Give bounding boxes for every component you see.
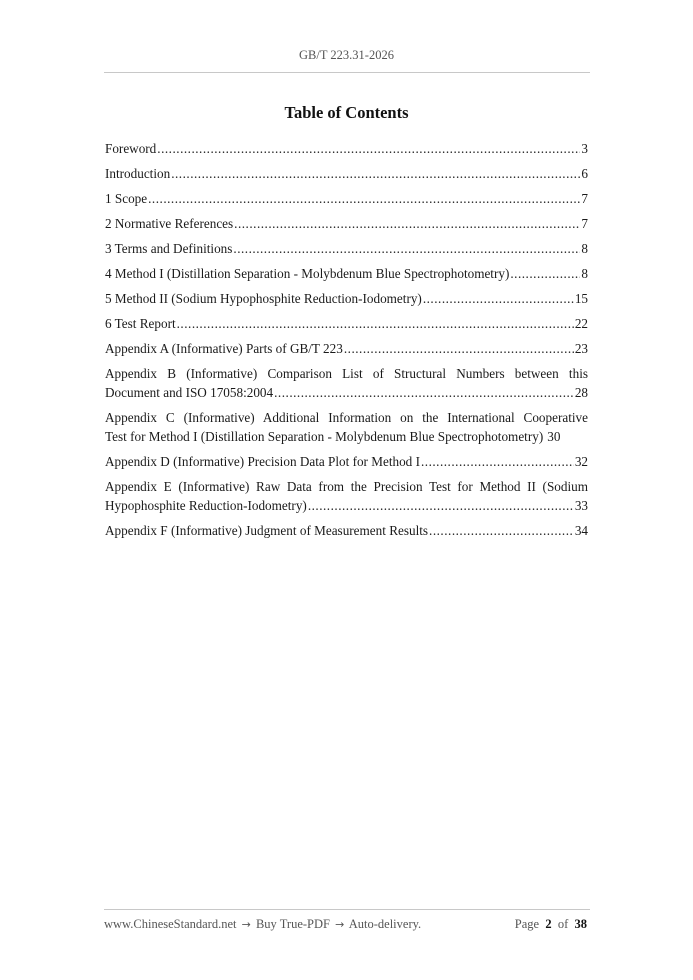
- header-rule: [104, 72, 590, 73]
- toc-entry-label: Appendix F (Informative) Judgment of Measurement Results: [105, 523, 429, 538]
- toc-entry-label: 6 Test Report: [105, 316, 176, 331]
- toc-entry-label: Appendix A (Informative) Parts of GB/T 223: [105, 341, 343, 356]
- toc-entry-page: 32: [574, 454, 588, 469]
- toc-entry-method-1[interactable]: [105, 264, 588, 283]
- dot-leader: [510, 264, 580, 283]
- toc-entry-label: 2 Normative References: [105, 216, 234, 231]
- toc-entry-page: 23: [574, 341, 588, 356]
- toc-entry-scope[interactable]: [105, 189, 588, 208]
- toc-entry-label: Appendix D (Informative) Precision Data Plot for Method I: [105, 454, 420, 469]
- arrow-right-icon: →: [335, 918, 345, 931]
- toc-entry-label: 3 Terms and Definitions: [105, 241, 233, 256]
- toc-entry-page: 6: [581, 166, 588, 181]
- toc-entry-foreword[interactable]: [105, 139, 588, 158]
- toc-entry-label-line2: Hypophosphite Reduction-Iodometry): [105, 498, 307, 513]
- footer-rule: [104, 909, 590, 910]
- site-link[interactable]: www.ChineseStandard.net: [104, 917, 237, 931]
- buy-pdf-link[interactable]: Buy True-PDF: [255, 917, 330, 931]
- toc-entry-page: 22: [574, 316, 588, 331]
- toc-title: Table of Contents: [284, 103, 409, 122]
- toc-entry-page: 7: [581, 216, 588, 231]
- toc-entry-label-line1: Appendix B (Informative) Comparison List of Structural Numbers between this: [105, 366, 588, 381]
- toc-entry-appendix-f[interactable]: [105, 521, 588, 540]
- table-of-contents: [105, 139, 588, 546]
- dot-leader: [274, 383, 574, 402]
- toc-entry-page: 7: [581, 191, 588, 206]
- toc-entry-label-line1: Appendix E (Informative) Raw Data from the Precision Test for Method II (Sodium: [105, 479, 588, 494]
- page-label: Page: [514, 917, 540, 931]
- toc-entry-page: 8: [581, 266, 588, 281]
- toc-entry-page: 34: [574, 523, 588, 538]
- toc-entry-line2: [105, 496, 588, 515]
- toc-entry-method-2[interactable]: [105, 289, 588, 308]
- dot-leader: [157, 139, 580, 158]
- delivery-text: Auto-delivery.: [348, 917, 422, 931]
- toc-entry-line2: [105, 427, 588, 446]
- toc-entry-introduction[interactable]: [105, 164, 588, 183]
- toc-entry-page: 33: [574, 498, 588, 513]
- footer-promo: [104, 917, 421, 932]
- dot-leader: [171, 164, 580, 183]
- dot-leader: [233, 239, 580, 258]
- toc-entry-appendix-e[interactable]: [105, 477, 588, 515]
- toc-entry-label-line2: Document and ISO 17058:2004: [105, 385, 274, 400]
- toc-entry-label: 1 Scope: [105, 191, 148, 206]
- dot-leader: [308, 496, 574, 515]
- toc-entry-appendix-c[interactable]: [105, 408, 588, 446]
- toc-entry-page: 15: [574, 291, 588, 306]
- current-page-number: 2: [545, 917, 552, 931]
- toc-entry-label-line1: Appendix C (Informative) Additional Information on the International Cooperative: [105, 410, 588, 425]
- toc-entry-page: 3: [581, 141, 588, 156]
- dot-leader: [177, 314, 574, 333]
- total-pages-number: 38: [574, 917, 587, 931]
- toc-entry-label: Foreword: [105, 141, 157, 156]
- toc-entry-label: 5 Method II (Sodium Hypophosphite Reduction-Iodometry): [105, 291, 422, 306]
- dot-leader: [423, 289, 574, 308]
- toc-entry-normative-references[interactable]: [105, 214, 588, 233]
- dot-leader: [234, 214, 580, 233]
- toc-entry-appendix-b[interactable]: [105, 364, 588, 402]
- toc-entry-terms-definitions[interactable]: [105, 239, 588, 258]
- dot-leader: [421, 452, 574, 471]
- toc-entry-label: Introduction: [105, 166, 171, 181]
- dot-leader: [148, 189, 580, 208]
- toc-entry-page: 8: [581, 241, 588, 256]
- arrow-right-icon: →: [241, 918, 251, 931]
- toc-entry-appendix-d[interactable]: [105, 452, 588, 471]
- toc-entry-label: 4 Method I (Distillation Separation - Molybdenum Blue Spectrophotometry): [105, 266, 510, 281]
- toc-entry-test-report[interactable]: [105, 314, 588, 333]
- page-indicator: [515, 917, 587, 932]
- document-header: GB/T 223.31-2026: [299, 48, 394, 62]
- toc-entry-page: 28: [574, 385, 588, 400]
- toc-entry-page: 30: [547, 429, 561, 444]
- toc-entry-label-line2: Test for Method I (Distillation Separation - Molybdenum Blue Spectrophotometry): [105, 429, 544, 444]
- dot-leader: [344, 339, 574, 358]
- toc-entry-line2: [105, 383, 588, 402]
- dot-leader: [429, 521, 574, 540]
- toc-entry-appendix-a[interactable]: [105, 339, 588, 358]
- page-of-label: of: [557, 917, 569, 931]
